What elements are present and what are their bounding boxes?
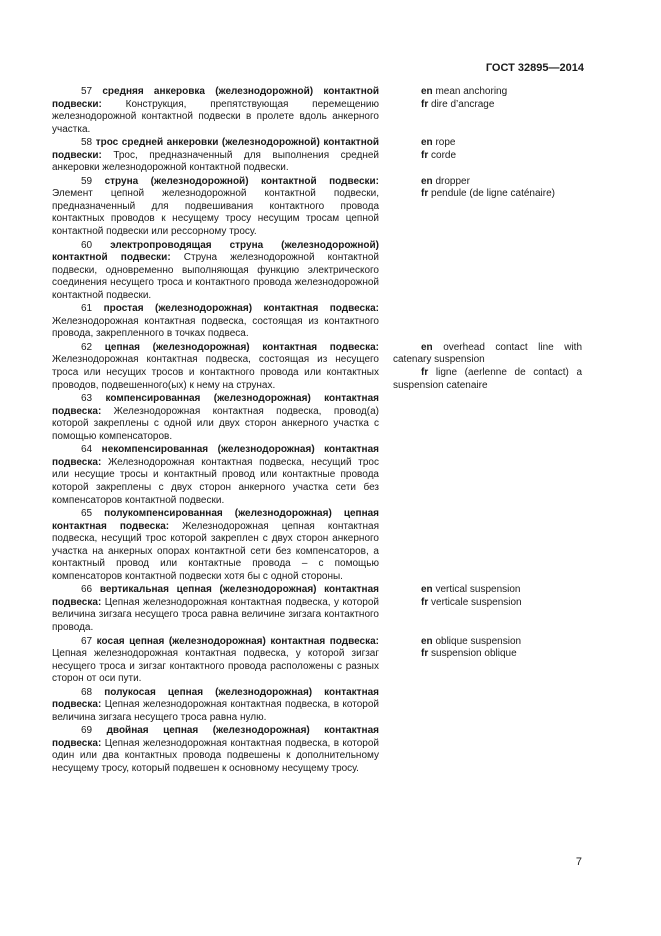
term-number: 61 [81, 303, 93, 315]
term-body [52, 687, 379, 725]
equivalent-en: en overhead contact line with catenary suspension [393, 341, 583, 366]
term-definition: Железнодорожная контактная подвеска, состоящая из несущего троса или несущих тросов и контактного провода или контактных проводов, подвешенного(ых) к нему на струнах. [52, 354, 379, 391]
term-equivalents [393, 86, 582, 136]
term-number: 59 [81, 175, 93, 187]
term-definition: Цепная железнодорожная контактная подвеска, в которой величина зигзага несущего троса равна нулю. [52, 699, 380, 723]
equivalent-fr: fr corde [421, 149, 457, 161]
term-definition: Железнодорожная цепная контактная подвеска, несущий трос которой закреплен с двух сторон анкерного участка на анкерных опорах контактной сети без компенсаторов, а контактный провод или контактные провода – с помощью компенсаторов контактной подвески хотя бы с одной стороны. [52, 520, 379, 582]
term-number: 69 [81, 725, 93, 737]
terms-list [52, 86, 582, 776]
equivalent-fr: fr pendule (de ligne caténaire) [421, 188, 555, 200]
equivalent-en: en dropper [421, 175, 470, 187]
equivalent-en: en oblique suspension [421, 635, 522, 647]
term-entry [52, 240, 582, 303]
term-entry [52, 636, 582, 686]
term-name: простая (железнодорожная) контактная подвеска: [103, 303, 380, 315]
equivalent-en: en mean anchoring [421, 86, 508, 97]
term-name: некомпенсированная (железнодорожная) контактная подвеска: [52, 444, 379, 468]
term-number: 63 [81, 393, 93, 405]
term-body [52, 240, 379, 303]
term-definition: Железнодорожная контактная подвеска, состоящая из контактного провода, закрепленного в точках подвеса. [52, 315, 379, 340]
term-definition: Железнодорожная контактная подвеска, несущий трос или несущие тросы и контактный провод или контактные провода которой закреплены с двух сторон анкерного участка сети без компенсаторов контактной подвески. [52, 456, 379, 506]
term-entry [52, 137, 582, 175]
term-equivalents [393, 584, 582, 634]
term-entry [52, 584, 582, 634]
term-equivalents [393, 725, 582, 775]
term-entry [52, 86, 582, 136]
term-body [52, 584, 379, 634]
term-name: струна (железнодорожной) контактной подвески: [104, 175, 379, 187]
term-name: трос средней анкеровки (железнодорожной) контактной подвески: [52, 137, 379, 161]
term-equivalents [393, 393, 582, 443]
term-name: полукомпенсированная (железнодорожная) цепная контактная подвеска: [52, 508, 380, 532]
term-equivalents [393, 444, 582, 507]
term-equivalents [393, 687, 582, 725]
term-definition: Струна железнодорожной контактной подвески, одновременно выполняющая функцию электрического соединения несущего троса и контактного провода железнодорожной контактной подвески. [52, 252, 380, 301]
term-definition: Цепная железнодорожная контактная подвеска, у которой величина зигзага несущего троса равна величине зигзага контактного провода. [52, 596, 379, 633]
term-equivalents [393, 240, 582, 303]
term-number: 60 [81, 239, 93, 251]
term-entry [52, 303, 582, 341]
page-number: 7 [575, 856, 582, 868]
term-entry [52, 687, 582, 725]
term-body [52, 508, 379, 583]
term-definition: Железнодорожная контактная подвеска, провод(а) которой закреплены с одной или двух сторон анкерного участка с помощью компенсаторов. [52, 405, 379, 442]
term-name: средняя анкеровка (железнодорожной) контактной подвески: [52, 86, 379, 110]
equivalent-fr: fr verticale suspension [421, 596, 522, 608]
term-number: 62 [81, 341, 93, 353]
term-entry [52, 393, 582, 443]
term-entry [52, 725, 582, 775]
term-body [52, 137, 379, 175]
term-definition: Конструкция, препятствующая перемещению железнодорожной контактной подвески в пролете вдоль анкерного участка. [52, 98, 379, 135]
equivalent-en: en rope [421, 137, 456, 149]
term-definition: Цепная железнодорожная контактная подвеска, в которой один или два контактных провода подвешены к дополнительному несущему тросу, который подвешен к основному несущему тросу. [52, 737, 380, 774]
term-body [52, 725, 379, 775]
term-body [52, 86, 379, 136]
term-definition: Цепная железнодорожная контактная подвеска, у которой зигзаг несущего троса и зигзаг контактного провода расположены с разных сторон от оси пути. [52, 648, 379, 685]
term-equivalents [393, 342, 582, 392]
term-body [52, 342, 379, 392]
term-name: электропроводящая струна (железнодорожной) контактной подвески: [52, 239, 380, 264]
term-entry [52, 342, 582, 392]
term-name: двойная цепная (железнодорожная) контактная подвеска: [52, 725, 379, 749]
term-definition: Элемент цепной железнодорожной контактной подвески, предназначенный для подвешивания контактного провода контактных проводов к несущему тросу несущим тросам цепной контактной подвески или рессорному тросу. [52, 188, 379, 238]
term-name: компенсированная (железнодорожная) контактная подвеска: [52, 393, 379, 417]
term-body [52, 176, 379, 239]
term-body [52, 393, 379, 443]
term-number: 66 [81, 584, 93, 596]
term-equivalents [393, 303, 582, 341]
term-name: цепная (железнодорожная) контактная подвеска: [104, 341, 380, 353]
term-name: вертикальная цепная (железнодорожная) контактная подвеска: [52, 584, 379, 608]
standard-header: ГОСТ 32895—2014 [485, 62, 584, 74]
term-name: косая цепная (железнодорожная) контактная подвеска: [96, 635, 379, 647]
term-equivalents [393, 137, 582, 175]
term-number: 57 [81, 86, 93, 97]
term-entry [52, 508, 582, 583]
term-body [52, 444, 379, 507]
term-number: 64 [81, 444, 93, 456]
equivalent-fr: fr ligne (aerlenne de contact) a suspension catenaire [393, 367, 583, 391]
term-number: 65 [81, 508, 93, 520]
term-equivalents [393, 636, 582, 686]
equivalent-en: en vertical suspension [421, 584, 521, 596]
term-definition: Трос, предназначенный для выполнения средней анкеровки железнодорожной контактной подвески. [52, 149, 379, 174]
equivalent-fr: fr suspension oblique [421, 648, 517, 660]
equivalent-fr: fr dire d’ancrage [421, 98, 495, 110]
term-body [52, 636, 379, 686]
term-entry [52, 176, 582, 239]
term-body [52, 303, 379, 341]
term-number: 67 [81, 635, 93, 647]
term-name: полукосая цепная (железнодорожная) контактная подвеска: [52, 686, 379, 711]
term-number: 68 [81, 686, 93, 698]
term-entry [52, 444, 582, 507]
term-number: 58 [81, 137, 93, 149]
term-equivalents [393, 508, 582, 583]
term-equivalents [393, 176, 582, 239]
